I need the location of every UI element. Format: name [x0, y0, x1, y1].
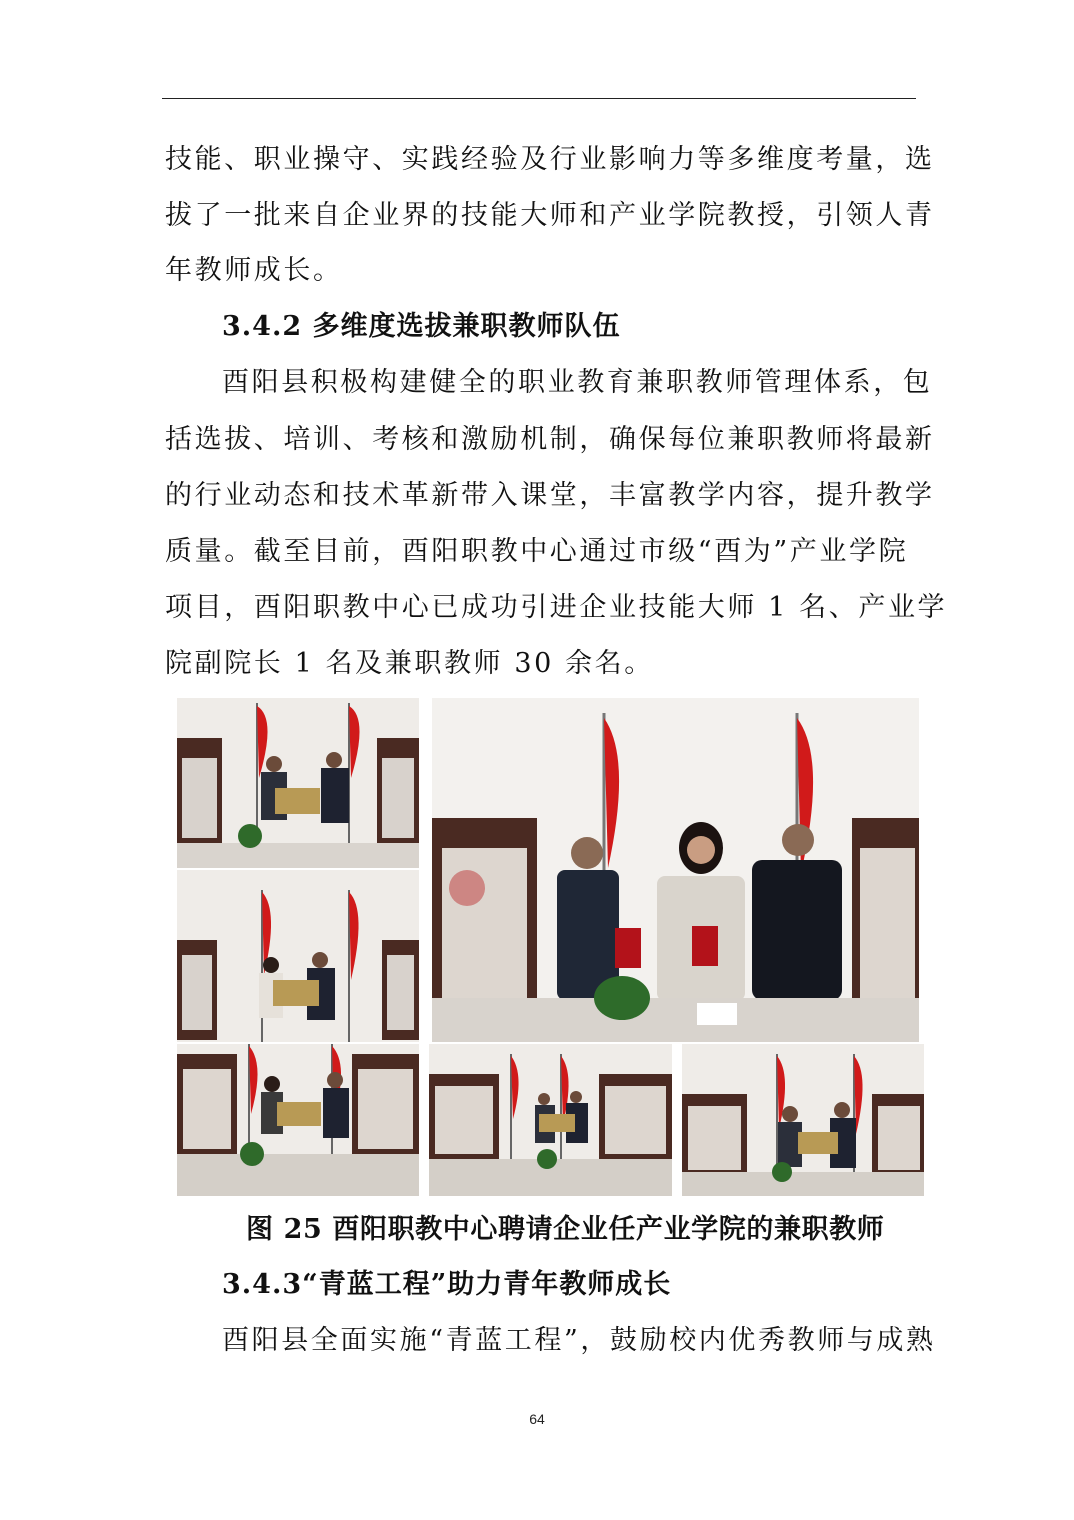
body-text-line: 酉阳县全面实施“青蓝工程”，鼓励校内优秀教师与成熟 — [222, 1325, 936, 1356]
body-text-line: 项目，酉阳职教中心已成功引进企业技能大师 1 名、产业学 — [165, 592, 948, 623]
body-text-line: 酉阳县积极构建健全的职业教育兼职教师管理体系，包 — [222, 367, 933, 398]
photo-plaque-ceremony-1 — [177, 698, 419, 868]
section-heading-3-4-3: 3.4.3“青蓝工程”助力青年教师成长 — [222, 1269, 672, 1300]
body-text-line: 院副院长 1 名及兼职教师 30 余名。 — [165, 648, 654, 679]
photo-plaque-ceremony-4 — [429, 1044, 672, 1196]
figure-caption: 图 25 酉阳职教中心聘请企业任产业学院的兼职教师 — [246, 1214, 885, 1245]
page-number: 64 — [529, 1411, 545, 1427]
section-heading-3-4-2: 3.4.2 多维度选拔兼职教师队伍 — [222, 311, 621, 342]
photo-plaque-ceremony-2 — [177, 870, 419, 1042]
body-text-line: 拔了一批来自企业界的技能大师和产业学院教授，引领人青 — [165, 200, 935, 231]
photo-plaque-ceremony-3 — [177, 1044, 419, 1196]
photo-plaque-ceremony-5 — [682, 1044, 924, 1196]
body-text-line: 技能、职业操守、实践经验及行业影响力等多维度考量，选 — [165, 144, 935, 175]
body-text-line: 年教师成长。 — [165, 255, 343, 286]
header-rule — [162, 98, 916, 99]
body-text-line: 括选拔、培训、考核和激励机制，确保每位兼职教师将最新 — [165, 424, 935, 455]
body-text-line: 的行业动态和技术革新带入课堂，丰富教学内容，提升教学 — [165, 480, 935, 511]
body-text-line: 质量。截至目前，酉阳职教中心通过市级“酉为”产业学院 — [165, 536, 909, 567]
photo-appointment-letters — [432, 698, 919, 1042]
